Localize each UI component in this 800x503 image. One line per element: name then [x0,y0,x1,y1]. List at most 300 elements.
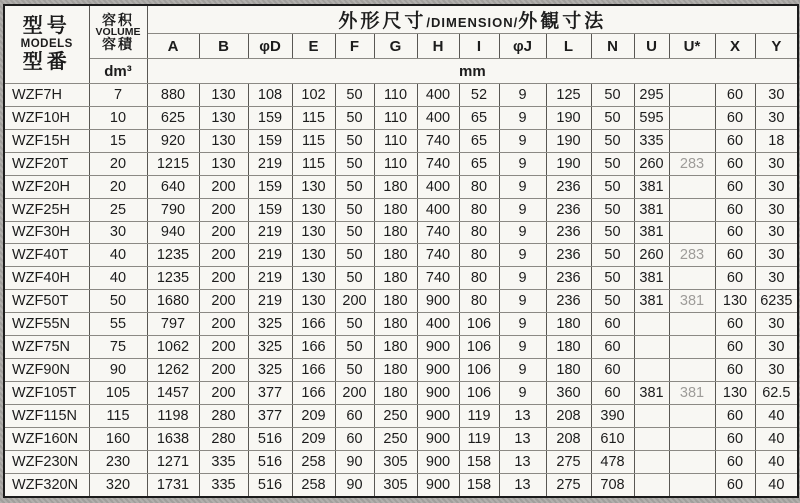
dim-cell-F: 50 [335,244,374,267]
dim-cell-I: 65 [459,106,499,129]
dim-cell-G: 110 [374,84,417,107]
dim-cell-G: 180 [374,221,417,244]
dim-cell-B: 200 [199,290,248,313]
dim-cell-φD: 377 [248,381,292,404]
table-row [4,336,798,359]
dim-cell-H: 740 [417,244,459,267]
volume-cell: 40 [89,244,147,267]
dim-cell-N: 50 [591,221,634,244]
column-header-phiJ: φJ [499,34,546,59]
volume-cell: 20 [89,152,147,175]
model-cell: WZF55N [4,313,89,336]
dim-cell-A: 1235 [147,267,199,290]
dim-cell-G: 180 [374,359,417,382]
dim-cell-B: 280 [199,427,248,450]
dim-cell-E: 115 [292,129,335,152]
dim-cell-N: 50 [591,129,634,152]
model-cell: WZF30H [4,221,89,244]
dim-cell-B: 280 [199,404,248,427]
dim-cell-N: 50 [591,106,634,129]
dim-cell-H: 400 [417,106,459,129]
table-row [4,450,798,473]
dim-cell-Y: 62.5 [755,381,798,404]
dim-cell-F: 60 [335,427,374,450]
dim-cell-U: 381 [634,267,669,290]
dim-cell-φJ: 9 [499,359,546,382]
dim-cell-G: 250 [374,404,417,427]
dim-cell-I: 158 [459,450,499,473]
column-header-G: G [374,34,417,59]
model-cell: WZF50T [4,290,89,313]
volume-label-en: VOLUME [95,25,141,38]
dim-cell-G: 305 [374,473,417,497]
dim-cell-G: 180 [374,267,417,290]
dim-cell-X: 60 [715,313,755,336]
table-row [4,129,798,152]
dim-cell-I: 52 [459,84,499,107]
table-row [4,427,798,450]
dim-cell-Y: 30 [755,313,798,336]
dim-cell-F: 200 [335,290,374,313]
volume-unit-cell: dm³ [89,59,147,84]
dim-cell-X: 60 [715,404,755,427]
dim-cell-U [634,427,669,450]
dim-cell-U* [669,106,715,129]
dimension-header-cell [147,5,798,34]
dim-cell-L: 236 [546,198,591,221]
dim-cell-U* [669,267,715,290]
dim-cell-N: 50 [591,152,634,175]
dim-cell-φJ: 9 [499,267,546,290]
dim-cell-B: 200 [199,359,248,382]
table-row [4,404,798,427]
dim-cell-L: 236 [546,267,591,290]
dim-cell-Y: 30 [755,267,798,290]
model-cell: WZF115N [4,404,89,427]
model-cell: WZF7H [4,84,89,107]
model-cell: WZF160N [4,427,89,450]
dim-cell-N: 50 [591,175,634,198]
dim-cell-E: 115 [292,152,335,175]
dim-cell-I: 106 [459,381,499,404]
dim-cell-Y: 30 [755,152,798,175]
dim-cell-L: 125 [546,84,591,107]
dim-cell-I: 158 [459,473,499,497]
model-cell: WZF25H [4,198,89,221]
dim-cell-U* [669,359,715,382]
dim-cell-U [634,359,669,382]
dim-cell-N: 60 [591,381,634,404]
dim-cell-F: 50 [335,198,374,221]
dim-cell-H: 900 [417,450,459,473]
dim-cell-Y: 30 [755,359,798,382]
volume-cell: 230 [89,450,147,473]
dim-cell-Y: 30 [755,198,798,221]
dim-cell-E: 102 [292,84,335,107]
column-header-B: B [199,34,248,59]
dim-cell-U* [669,450,715,473]
dimension-title-sep1: / [426,15,431,30]
volume-cell: 50 [89,290,147,313]
dim-cell-I: 106 [459,336,499,359]
dim-cell-U*: 381 [669,381,715,404]
dim-cell-H: 400 [417,175,459,198]
column-header-L: L [546,34,591,59]
dim-cell-φD: 108 [248,84,292,107]
dim-cell-E: 130 [292,267,335,290]
dim-cell-φD: 159 [248,106,292,129]
dim-cell-G: 180 [374,313,417,336]
dim-cell-U* [669,313,715,336]
volume-cell: 55 [89,313,147,336]
dim-cell-B: 200 [199,336,248,359]
dim-cell-E: 209 [292,427,335,450]
dim-cell-B: 200 [199,313,248,336]
dim-cell-F: 50 [335,221,374,244]
dim-cell-A: 1215 [147,152,199,175]
dim-cell-F: 50 [335,175,374,198]
dim-cell-G: 180 [374,244,417,267]
dim-cell-H: 740 [417,267,459,290]
volume-cell: 25 [89,198,147,221]
dim-cell-F: 50 [335,152,374,175]
dimension-table [3,4,799,498]
dim-cell-L: 275 [546,473,591,497]
dim-cell-E: 130 [292,221,335,244]
table-row [4,152,798,175]
dim-cell-E: 166 [292,336,335,359]
dim-cell-U: 381 [634,175,669,198]
dim-cell-φJ: 9 [499,152,546,175]
dim-cell-N: 50 [591,290,634,313]
table-row [4,84,798,107]
table-row [4,244,798,267]
model-cell: WZF75N [4,336,89,359]
table-row [4,313,798,336]
dim-cell-φJ: 9 [499,106,546,129]
dim-cell-L: 190 [546,106,591,129]
dim-cell-B: 130 [199,106,248,129]
dim-cell-I: 80 [459,244,499,267]
column-header-I: I [459,34,499,59]
dim-cell-X: 60 [715,336,755,359]
units-row [4,59,798,84]
dim-cell-E: 209 [292,404,335,427]
dim-cell-G: 250 [374,427,417,450]
dim-cell-H: 400 [417,198,459,221]
dim-cell-φD: 159 [248,198,292,221]
dim-cell-A: 920 [147,129,199,152]
dim-cell-N: 50 [591,198,634,221]
dim-cell-U [634,450,669,473]
dim-cell-I: 106 [459,359,499,382]
dim-cell-U* [669,336,715,359]
dim-cell-E: 130 [292,290,335,313]
mm-unit-cell: mm [147,59,798,84]
dim-cell-N: 60 [591,313,634,336]
dim-cell-H: 740 [417,129,459,152]
dim-cell-U: 381 [634,290,669,313]
dim-cell-U* [669,175,715,198]
dim-cell-U* [669,404,715,427]
dim-cell-B: 200 [199,198,248,221]
dimension-title-jp: 外観寸法 [518,11,607,32]
dim-cell-E: 258 [292,473,335,497]
dim-cell-N: 50 [591,267,634,290]
dim-cell-L: 275 [546,450,591,473]
dim-cell-E: 115 [292,106,335,129]
dim-cell-I: 80 [459,290,499,313]
dim-cell-Y: 18 [755,129,798,152]
dim-cell-G: 180 [374,381,417,404]
volume-header-cell [89,5,147,59]
dim-cell-A: 625 [147,106,199,129]
column-header-E: E [292,34,335,59]
dim-cell-A: 790 [147,198,199,221]
dim-cell-L: 180 [546,313,591,336]
dim-cell-X: 60 [715,244,755,267]
dim-cell-I: 65 [459,152,499,175]
dim-cell-H: 740 [417,152,459,175]
volume-cell: 15 [89,129,147,152]
dim-cell-L: 208 [546,427,591,450]
dim-cell-I: 80 [459,198,499,221]
table-row [4,267,798,290]
volume-cell: 160 [89,427,147,450]
dim-cell-A: 797 [147,313,199,336]
dim-cell-φJ: 13 [499,473,546,497]
dim-cell-L: 180 [546,336,591,359]
dim-cell-A: 940 [147,221,199,244]
dim-cell-B: 200 [199,221,248,244]
dim-cell-E: 166 [292,313,335,336]
dim-cell-H: 900 [417,359,459,382]
dim-cell-I: 119 [459,404,499,427]
model-cell: WZF40T [4,244,89,267]
dim-cell-U* [669,427,715,450]
volume-cell: 105 [89,381,147,404]
dim-cell-U [634,313,669,336]
dim-cell-A: 1731 [147,473,199,497]
dim-cell-G: 180 [374,175,417,198]
dim-cell-φD: 219 [248,244,292,267]
dim-cell-Y: 30 [755,84,798,107]
model-cell: WZF40H [4,267,89,290]
dim-cell-N: 478 [591,450,634,473]
dim-cell-U* [669,198,715,221]
volume-label-jp: 容積 [102,36,134,53]
dim-cell-U: 381 [634,221,669,244]
dim-cell-N: 390 [591,404,634,427]
dim-cell-L: 180 [546,359,591,382]
volume-cell: 320 [89,473,147,497]
dim-cell-φD: 325 [248,359,292,382]
volume-cell: 20 [89,175,147,198]
column-header-H: H [417,34,459,59]
dim-cell-X: 60 [715,152,755,175]
volume-cell: 7 [89,84,147,107]
dim-cell-L: 360 [546,381,591,404]
dim-cell-φJ: 9 [499,313,546,336]
dim-cell-φJ: 9 [499,175,546,198]
dim-cell-U: 260 [634,152,669,175]
table-header [4,5,798,84]
dimension-title-sep2: / [513,15,519,30]
dim-cell-L: 236 [546,244,591,267]
dim-cell-X: 130 [715,290,755,313]
dim-cell-G: 110 [374,106,417,129]
dim-cell-L: 236 [546,290,591,313]
column-header-phiD: φD [248,34,292,59]
dim-cell-N: 50 [591,84,634,107]
dim-cell-Y: 6235 [755,290,798,313]
dim-cell-H: 900 [417,404,459,427]
dim-cell-A: 1198 [147,404,199,427]
dim-cell-φJ: 9 [499,290,546,313]
table-row [4,175,798,198]
dim-cell-H: 900 [417,381,459,404]
model-cell: WZF90N [4,359,89,382]
dim-cell-X: 60 [715,473,755,497]
dim-cell-Y: 30 [755,175,798,198]
models-header-cell [4,5,89,84]
dim-cell-F: 50 [335,359,374,382]
dim-cell-H: 400 [417,313,459,336]
dim-cell-A: 640 [147,175,199,198]
dim-cell-U [634,404,669,427]
dim-cell-U* [669,84,715,107]
dim-cell-φD: 219 [248,152,292,175]
models-label-jp: 型番 [22,50,71,73]
volume-cell: 90 [89,359,147,382]
table-body [4,84,798,498]
dim-cell-N: 60 [591,336,634,359]
dim-cell-X: 130 [715,381,755,404]
volume-cell: 10 [89,106,147,129]
dim-cell-φJ: 9 [499,244,546,267]
dim-cell-F: 50 [335,106,374,129]
column-header-F: F [335,34,374,59]
dim-cell-A: 1271 [147,450,199,473]
dim-cell-H: 900 [417,473,459,497]
column-header-U: U [634,34,669,59]
dim-cell-E: 166 [292,359,335,382]
dim-cell-U* [669,129,715,152]
column-header-N: N [591,34,634,59]
dim-cell-B: 335 [199,450,248,473]
column-header-Y: Y [755,34,798,59]
dim-cell-φJ: 13 [499,404,546,427]
dim-cell-B: 200 [199,267,248,290]
dim-cell-A: 880 [147,84,199,107]
models-label-en: MODELS [20,38,73,51]
dim-cell-φD: 325 [248,313,292,336]
dim-cell-E: 130 [292,198,335,221]
dim-cell-Y: 40 [755,427,798,450]
dim-cell-φD: 219 [248,267,292,290]
dim-cell-φD: 516 [248,473,292,497]
model-cell: WZF20T [4,152,89,175]
dim-cell-U* [669,221,715,244]
dim-cell-I: 106 [459,313,499,336]
dim-cell-U* [669,473,715,497]
dim-cell-X: 60 [715,106,755,129]
table-row [4,381,798,404]
dim-cell-X: 60 [715,359,755,382]
dim-cell-F: 50 [335,267,374,290]
dim-cell-φJ: 9 [499,129,546,152]
table-row [4,290,798,313]
dim-cell-φJ: 13 [499,427,546,450]
dim-cell-G: 110 [374,152,417,175]
dim-cell-I: 80 [459,267,499,290]
dim-cell-B: 130 [199,84,248,107]
dim-cell-N: 50 [591,244,634,267]
dim-cell-U: 381 [634,198,669,221]
dim-cell-U*: 283 [669,244,715,267]
dim-cell-A: 1262 [147,359,199,382]
dim-cell-U: 381 [634,381,669,404]
dim-cell-H: 900 [417,336,459,359]
table-row [4,473,798,497]
volume-cell: 30 [89,221,147,244]
dim-cell-H: 900 [417,290,459,313]
dim-cell-H: 740 [417,221,459,244]
dim-cell-U [634,473,669,497]
dim-cell-L: 208 [546,404,591,427]
dim-cell-X: 60 [715,198,755,221]
dim-cell-X: 60 [715,175,755,198]
dim-cell-H: 400 [417,84,459,107]
dim-cell-φD: 377 [248,404,292,427]
dim-cell-X: 60 [715,450,755,473]
dim-cell-φD: 159 [248,175,292,198]
dim-cell-F: 60 [335,404,374,427]
dim-cell-Y: 30 [755,106,798,129]
dim-cell-B: 130 [199,152,248,175]
table-row [4,359,798,382]
dim-cell-L: 190 [546,129,591,152]
dim-cell-B: 130 [199,129,248,152]
dim-cell-G: 180 [374,336,417,359]
dim-cell-Y: 40 [755,450,798,473]
dim-cell-U*: 283 [669,152,715,175]
model-cell: WZF10H [4,106,89,129]
table-row [4,198,798,221]
dim-cell-φD: 516 [248,450,292,473]
dim-cell-I: 80 [459,175,499,198]
dim-cell-E: 130 [292,175,335,198]
models-label-cn: 型号 [22,15,71,38]
dim-cell-Y: 40 [755,404,798,427]
dim-cell-U: 295 [634,84,669,107]
dim-cell-φD: 219 [248,221,292,244]
column-header-A: A [147,34,199,59]
column-header-Ustar: U* [669,34,715,59]
dim-cell-F: 50 [335,313,374,336]
model-cell: WZF105T [4,381,89,404]
dim-cell-φJ: 9 [499,198,546,221]
dim-cell-E: 258 [292,450,335,473]
dim-cell-φJ: 9 [499,221,546,244]
dim-cell-U*: 381 [669,290,715,313]
dim-cell-F: 50 [335,129,374,152]
dim-cell-A: 1235 [147,244,199,267]
dim-cell-L: 190 [546,152,591,175]
dimension-title-en: DIMENSION [430,15,514,30]
dim-cell-φD: 159 [248,129,292,152]
dim-cell-φJ: 13 [499,450,546,473]
